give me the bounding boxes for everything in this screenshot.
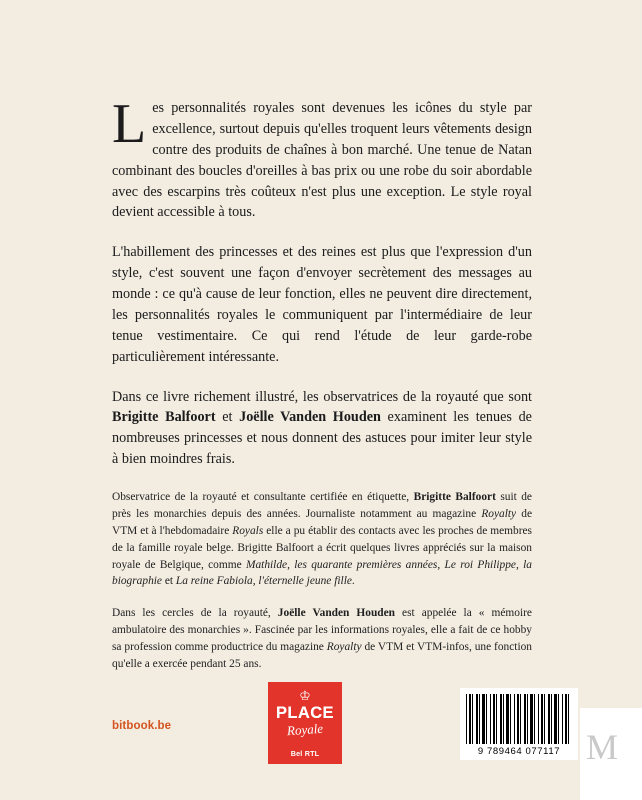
- drop-cap-letter: L: [112, 93, 147, 155]
- cover-text-block: [112, 93, 533, 688]
- bio-paragraph-one: [112, 489, 532, 590]
- barcode-icon: [466, 694, 572, 744]
- bio-one-part3: de VTM et à l'hebdomadaire: [112, 507, 533, 537]
- bio-one-part2: suit de près les monarchies depuis des années. Journaliste notamment au magazine: [112, 491, 532, 520]
- author-name-two: Joëlle Vanden Houden: [239, 409, 381, 426]
- bio-one-title-one: Mathilde, les quarante premières années: [245, 558, 438, 571]
- logo-line-place: PLACE: [276, 704, 334, 722]
- bio-one-title-two: Le roi Philippe, la biographie: [112, 558, 533, 588]
- bio-one-magazine-one: Royalty: [481, 507, 517, 520]
- corner-mark: [580, 708, 642, 800]
- isbn-number: 9 789464 077117: [477, 746, 561, 757]
- authors-paragraph: [112, 387, 532, 471]
- bio-one-part6: et: [162, 575, 176, 588]
- bio-one-magazine-two: Royals: [232, 524, 264, 537]
- authors-paragraph-after: examinent les tenues de nombreuses princesses et nous donnent des astuces pour imiter leur style à bien moindres frais.: [112, 409, 532, 468]
- logo-line-royale: Royale: [286, 720, 324, 738]
- bio-one-title-three: La reine Fabiola, l'éternelle jeune fille: [175, 575, 352, 588]
- authors-paragraph-before: Dans ce livre richement illustré, les observatrices de la royauté que sont: [112, 388, 532, 405]
- intro-paragraph-text: es personnalités royales sont devenues les icônes du style par excellence, surtout depuis qu'elles troquent leurs vêtements design contre des produits de chaînes à bon marché. Une tenue de Natan combinant des boucles d'oreilles à bas prix ou une robe du soir abordable avec des escarpins très coûteux n'est plus une exception. Le style royal devient accessible à tous.: [112, 100, 532, 221]
- bio-two-magazine: Royalty: [326, 641, 362, 653]
- intro-paragraph: [112, 93, 532, 223]
- bio-one-part7: .: [351, 575, 355, 588]
- publisher-logo: [268, 682, 342, 764]
- bio-paragraph-two: [112, 605, 532, 673]
- imprint-label: bitbook.be: [112, 720, 172, 732]
- bio-two-part3: de VTM et VTM-infos, une fonction qu'elle a exercée pendant 25 ans.: [112, 641, 532, 670]
- second-paragraph: L'habillement des princesses et des reines est plus que l'expression d'un style, c'est souvent une façon d'envoyer secrètement des messages au monde : ce qu'à cause de leur fonction, elles ne peuvent dire directement, les personnalités royales le communiquent par l'intermédiaire de leur tenue vestimentaire. Ce qui rend l'étude de leur garde-robe particulièrement intéressante.: [112, 244, 532, 365]
- bio-one-part1: Observatrice de la royauté et consultante certifiée en étiquette,: [112, 491, 414, 503]
- bio-two-part2: est appelée la « mémoire ambulatoire des monarchies ». Fascinée par les informations royales, elle a fait de ce hobby sa profession comme productrice du magazine: [112, 607, 532, 653]
- author-name-one: Brigitte Balfoort: [112, 409, 216, 426]
- authors-paragraph-middle: et: [215, 409, 240, 426]
- bio-one-part4: elle a pu établir des contacts avec les proches de membres de la famille royale belge. Brigitte Balfoort a écrit quelques livres appréciés sur la maison royale de Belgique, comme: [112, 524, 532, 571]
- barcode-block: [460, 688, 578, 760]
- logo-line-rtl: Bel RTL: [290, 748, 320, 758]
- cover-footer: [0, 670, 642, 800]
- bio-one-part5: ,: [437, 558, 445, 571]
- bio-two-name: Joëlle Vanden Houden: [277, 607, 396, 620]
- crown-icon: ♔: [299, 688, 311, 703]
- bio-one-name: Brigitte Balfoort: [413, 491, 496, 503]
- corner-mark-glyph: M: [586, 727, 616, 767]
- bio-two-part1: Dans les cercles de la royauté,: [112, 607, 278, 620]
